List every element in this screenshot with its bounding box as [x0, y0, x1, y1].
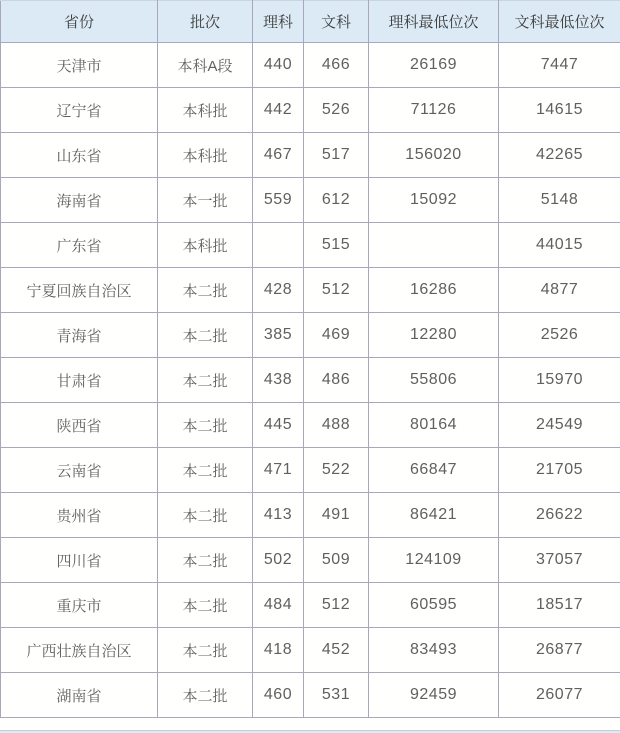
cell-batch: 本二批 — [158, 403, 253, 448]
cell-arts-min-rank: 14615 — [499, 88, 620, 133]
table-row — [1, 403, 620, 448]
cell-arts-min-rank: 21705 — [499, 448, 620, 493]
cell-science-min-rank: 80164 — [369, 403, 499, 448]
cell-province: 宁夏回族自治区 — [1, 268, 158, 313]
cell-science-min-rank: 15092 — [369, 178, 499, 223]
table-row — [1, 313, 620, 358]
cell-arts-score: 612 — [304, 178, 369, 223]
cell-province: 重庆市 — [1, 583, 158, 628]
cell-science-score: 445 — [253, 403, 304, 448]
cell-science-min-rank: 86421 — [369, 493, 499, 538]
cell-arts-score: 522 — [304, 448, 369, 493]
cell-arts-min-rank: 15970 — [499, 358, 620, 403]
cell-science-min-rank: 55806 — [369, 358, 499, 403]
cell-science-score: 502 — [253, 538, 304, 583]
table-row — [1, 358, 620, 403]
cell-batch: 本二批 — [158, 673, 253, 718]
cell-arts-score: 466 — [304, 43, 369, 88]
cell-science-score: 559 — [253, 178, 304, 223]
table-row — [1, 178, 620, 223]
cell-arts-min-rank: 42265 — [499, 133, 620, 178]
cell-science-min-rank: 124109 — [369, 538, 499, 583]
table-row — [1, 583, 620, 628]
cell-batch: 本二批 — [158, 448, 253, 493]
cell-batch: 本一批 — [158, 178, 253, 223]
cell-science-min-rank: 71126 — [369, 88, 499, 133]
cell-arts-min-rank: 7447 — [499, 43, 620, 88]
table-row — [1, 673, 620, 718]
cell-province: 青海省 — [1, 313, 158, 358]
cell-science-score: 385 — [253, 313, 304, 358]
cell-science-min-rank: 66847 — [369, 448, 499, 493]
cell-province: 云南省 — [1, 448, 158, 493]
cell-province: 广东省 — [1, 223, 158, 268]
cell-province: 甘肃省 — [1, 358, 158, 403]
cell-province: 湖南省 — [1, 673, 158, 718]
cell-science-score: 428 — [253, 268, 304, 313]
cell-arts-score: 488 — [304, 403, 369, 448]
cell-batch: 本二批 — [158, 583, 253, 628]
table-row — [1, 223, 620, 268]
col-header-arts-score: 文科 — [304, 1, 369, 43]
cell-science-score — [253, 223, 304, 268]
cell-science-min-rank: 12280 — [369, 313, 499, 358]
table-row — [1, 493, 620, 538]
cell-science-min-rank: 156020 — [369, 133, 499, 178]
table-row — [1, 43, 620, 88]
cell-batch: 本二批 — [158, 538, 253, 583]
cell-science-min-rank: 60595 — [369, 583, 499, 628]
cell-province: 广西壮族自治区 — [1, 628, 158, 673]
cell-arts-min-rank: 26877 — [499, 628, 620, 673]
cell-arts-score: 526 — [304, 88, 369, 133]
cell-arts-score: 531 — [304, 673, 369, 718]
table-row — [1, 88, 620, 133]
cell-arts-score: 452 — [304, 628, 369, 673]
cell-arts-min-rank: 26077 — [499, 673, 620, 718]
cell-arts-score: 515 — [304, 223, 369, 268]
cell-batch: 本二批 — [158, 358, 253, 403]
col-header-arts-min-rank: 文科最低位次 — [499, 1, 620, 43]
cell-arts-score: 469 — [304, 313, 369, 358]
col-header-science-score: 理科 — [253, 1, 304, 43]
cell-province: 四川省 — [1, 538, 158, 583]
cell-science-score: 467 — [253, 133, 304, 178]
table-row — [1, 538, 620, 583]
cell-province: 贵州省 — [1, 493, 158, 538]
cell-batch: 本二批 — [158, 628, 253, 673]
cell-batch: 本二批 — [158, 268, 253, 313]
cell-province: 辽宁省 — [1, 88, 158, 133]
cell-arts-min-rank: 18517 — [499, 583, 620, 628]
cell-province: 天津市 — [1, 43, 158, 88]
cell-arts-min-rank: 4877 — [499, 268, 620, 313]
cell-arts-score: 512 — [304, 583, 369, 628]
col-header-batch: 批次 — [158, 1, 253, 43]
cell-science-score: 442 — [253, 88, 304, 133]
cell-arts-score: 512 — [304, 268, 369, 313]
cell-arts-score: 509 — [304, 538, 369, 583]
cell-batch: 本科A段 — [158, 43, 253, 88]
cell-batch: 本二批 — [158, 313, 253, 358]
cell-arts-min-rank: 5148 — [499, 178, 620, 223]
cell-science-score: 418 — [253, 628, 304, 673]
cell-science-score: 438 — [253, 358, 304, 403]
cell-science-score: 440 — [253, 43, 304, 88]
table-row — [1, 268, 620, 313]
cell-science-score: 484 — [253, 583, 304, 628]
table-row — [1, 133, 620, 178]
cell-science-score: 460 — [253, 673, 304, 718]
cell-arts-min-rank: 2526 — [499, 313, 620, 358]
cell-science-score: 413 — [253, 493, 304, 538]
cell-batch: 本科批 — [158, 133, 253, 178]
cell-science-min-rank: 92459 — [369, 673, 499, 718]
table-body — [1, 43, 620, 718]
cell-science-min-rank: 26169 — [369, 43, 499, 88]
cell-science-score: 471 — [253, 448, 304, 493]
cell-science-min-rank: 83493 — [369, 628, 499, 673]
cell-arts-score: 517 — [304, 133, 369, 178]
cell-batch: 本科批 — [158, 88, 253, 133]
cell-arts-score: 491 — [304, 493, 369, 538]
col-header-science-min-rank: 理科最低位次 — [369, 1, 499, 43]
cell-arts-min-rank: 26622 — [499, 493, 620, 538]
cell-province: 山东省 — [1, 133, 158, 178]
cell-province: 陕西省 — [1, 403, 158, 448]
cell-arts-min-rank: 37057 — [499, 538, 620, 583]
table-row — [1, 448, 620, 493]
col-header-province: 省份 — [1, 1, 158, 43]
cell-batch: 本二批 — [158, 493, 253, 538]
cell-batch: 本科批 — [158, 223, 253, 268]
cell-science-min-rank — [369, 223, 499, 268]
cell-arts-min-rank: 44015 — [499, 223, 620, 268]
cell-arts-score: 486 — [304, 358, 369, 403]
cell-province: 海南省 — [1, 178, 158, 223]
cell-arts-min-rank: 24549 — [499, 403, 620, 448]
table-row — [1, 628, 620, 673]
header-row — [1, 1, 620, 43]
cell-science-min-rank: 16286 — [369, 268, 499, 313]
